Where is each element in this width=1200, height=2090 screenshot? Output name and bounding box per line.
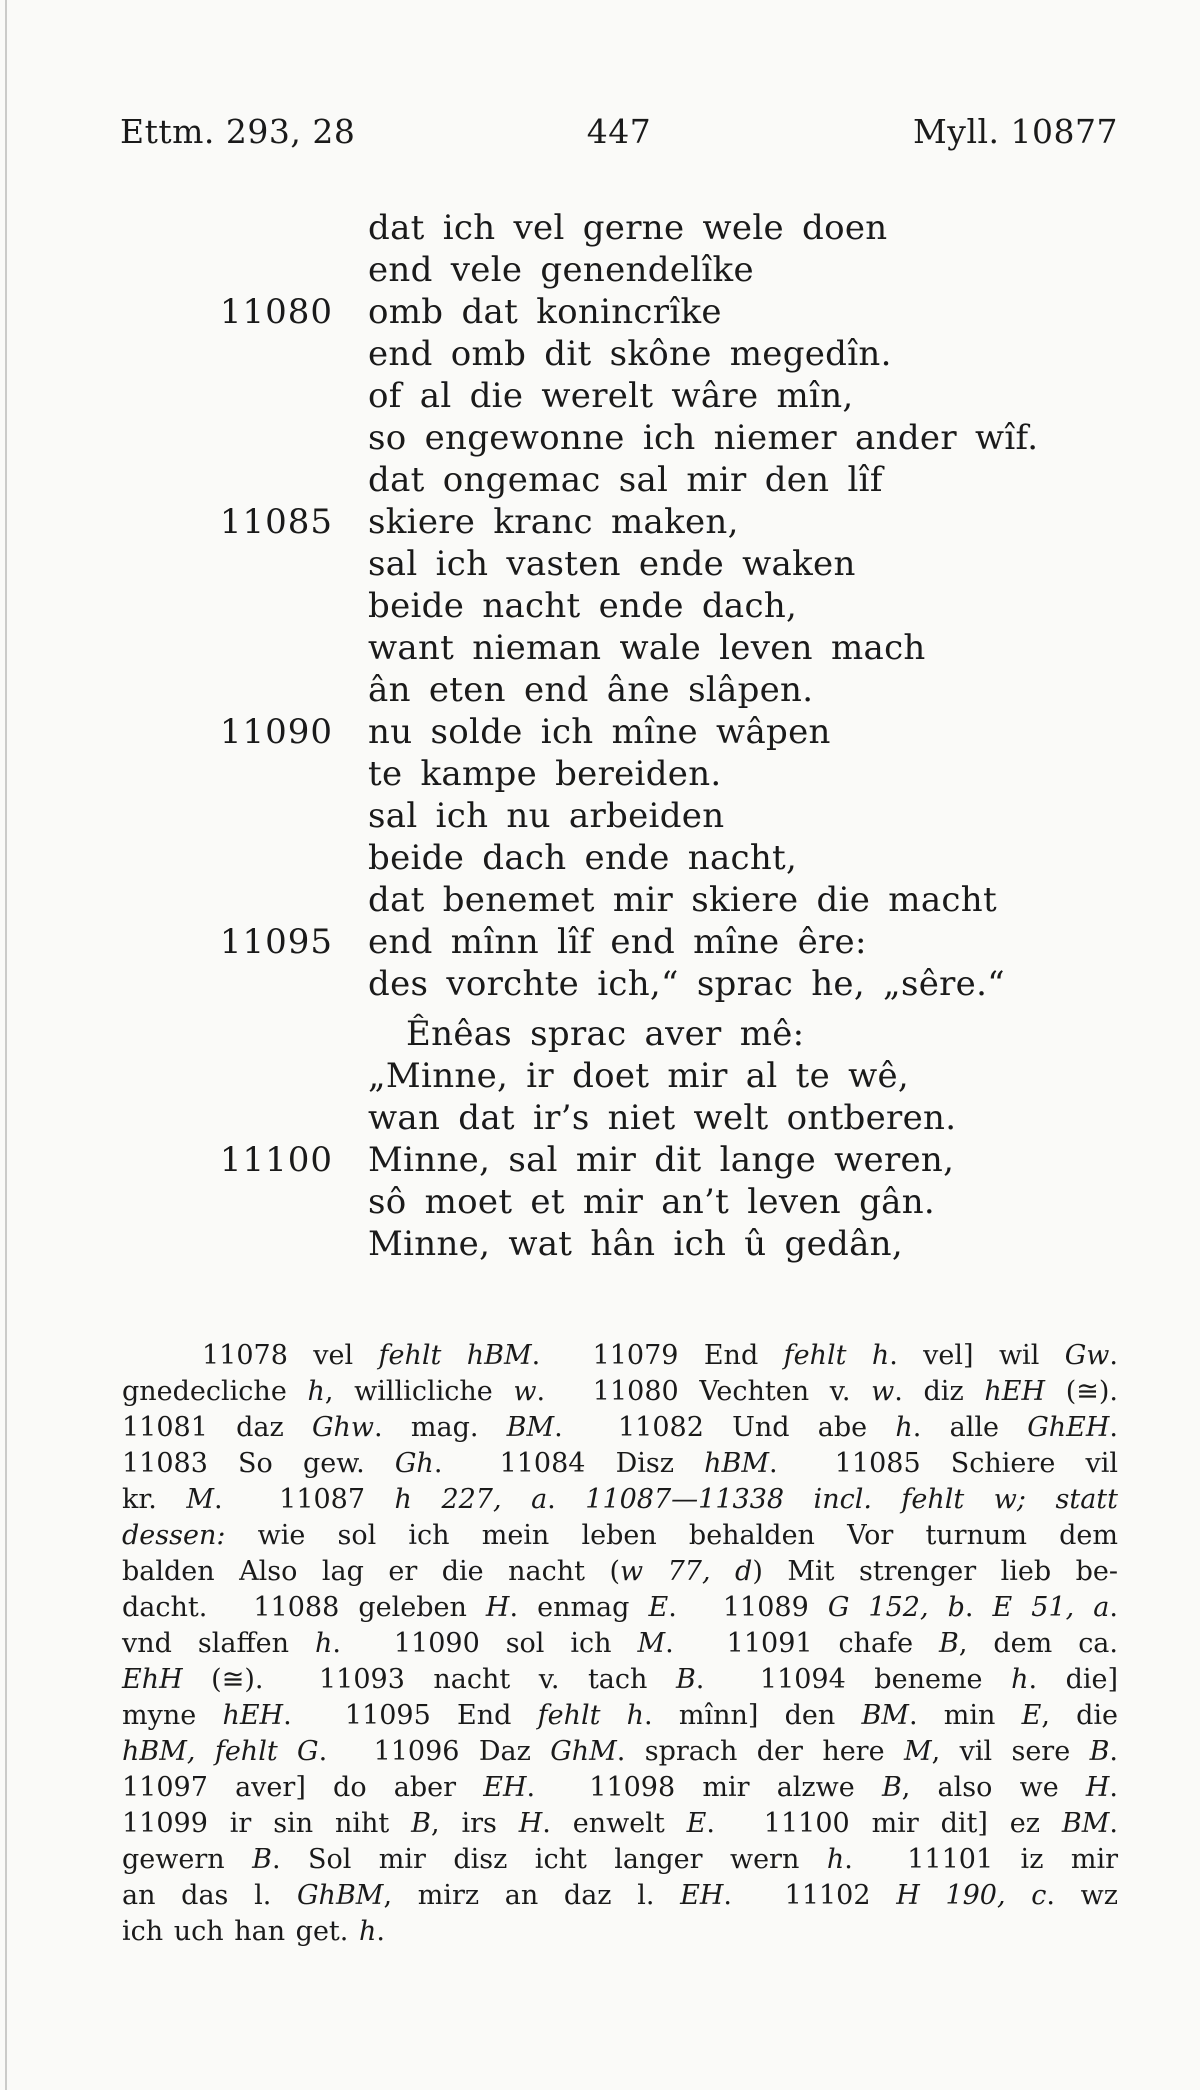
apparatus-text: . 11085 Schiere vil — [769, 1448, 1118, 1479]
apparatus-text: . — [1109, 1808, 1118, 1839]
apparatus-text: . 11100 mir dit] ez — [706, 1808, 1062, 1839]
apparatus-siglum: B — [675, 1664, 696, 1695]
apparatus-text: . min — [908, 1700, 1022, 1731]
apparatus-siglum: E — [1021, 1700, 1042, 1731]
apparatus-siglum: fehlt hBM — [378, 1340, 532, 1371]
apparatus-text: . enwelt — [542, 1808, 687, 1839]
verse-line — [368, 963, 1068, 1005]
apparatus-line — [122, 1554, 1118, 1590]
apparatus-text: . vel] wil — [889, 1340, 1065, 1371]
verse-line — [219, 1139, 1068, 1181]
verse-line-text: dat benemet mir skiere die macht — [368, 880, 997, 920]
apparatus-siglum: w 77, d — [620, 1556, 753, 1587]
verse-line — [368, 795, 1068, 837]
verse-line — [368, 1181, 1068, 1223]
verse-line — [368, 1097, 1068, 1139]
apparatus-text: . — [547, 1484, 586, 1515]
verse-line-text: beide dach ende nacht, — [368, 838, 798, 878]
apparatus-line — [122, 1878, 1118, 1914]
apparatus-siglum: hBM — [704, 1448, 770, 1479]
apparatus-text: . 11098 mir alzwe — [526, 1772, 882, 1803]
apparatus-siglum: GhEH — [1027, 1412, 1110, 1443]
apparatus-siglum: Gh — [394, 1448, 434, 1479]
apparatus-text: , also we — [901, 1772, 1086, 1803]
apparatus-line — [122, 1374, 1118, 1410]
apparatus-siglum: BM — [861, 1700, 909, 1731]
apparatus-text: . 11091 chafe — [665, 1628, 940, 1659]
apparatus-siglum: h — [1011, 1664, 1029, 1695]
apparatus-text: gnedecliche — [122, 1376, 308, 1407]
apparatus-siglum: B — [939, 1628, 959, 1659]
apparatus-siglum: GhM — [550, 1736, 617, 1767]
verse-line — [368, 207, 1068, 249]
verse-line — [368, 1055, 1068, 1097]
page-edge-line — [5, 0, 7, 2090]
apparatus-text: 11078 vel — [202, 1340, 379, 1371]
verse-line-number: 11080 — [219, 292, 333, 332]
header-right-reference: Myll. 10877 — [913, 112, 1119, 151]
apparatus-siglum: 11087—11338 incl. fehlt w; statt — [585, 1484, 1118, 1515]
apparatus-text: . — [1109, 1340, 1118, 1371]
apparatus-siglum: E — [648, 1592, 669, 1623]
apparatus-line — [122, 1410, 1118, 1446]
apparatus-text: . diz — [894, 1376, 985, 1407]
apparatus-text: . alle — [912, 1412, 1028, 1443]
apparatus-siglum: h — [314, 1628, 333, 1659]
apparatus-line — [122, 1482, 1118, 1518]
apparatus-text: , dem ca. — [958, 1628, 1118, 1659]
apparatus-text: vnd slaffen — [122, 1628, 315, 1659]
verse-line-text: Minne, sal mir dit lange weren, — [368, 1140, 955, 1180]
apparatus-siglum: B — [252, 1844, 272, 1875]
apparatus-text: . 11079 End — [531, 1340, 784, 1371]
apparatus-siglum: G 152, b — [827, 1592, 965, 1623]
verse-line — [368, 1013, 1068, 1055]
apparatus-text: (≅). 11093 nacht v. tach — [182, 1664, 676, 1695]
apparatus-text: an das l. — [122, 1880, 297, 1911]
verse-line — [368, 249, 1068, 291]
apparatus-line — [122, 1590, 1118, 1626]
apparatus-text: dacht. 11088 geleben — [122, 1592, 486, 1623]
apparatus-text: . 11080 Vechten v. — [536, 1376, 872, 1407]
verse-line — [219, 921, 1068, 963]
apparatus-text: wie sol ich mein leben behalden Vor turnum dem — [225, 1520, 1118, 1551]
apparatus-text: . wz — [1046, 1880, 1118, 1911]
apparatus-siglum: BM — [506, 1412, 555, 1443]
apparatus-line — [122, 1338, 1118, 1374]
apparatus-text: ) Mit strenger lieb be- — [752, 1556, 1119, 1587]
verse-line-text: beide nacht ende dach, — [368, 586, 798, 626]
apparatus-text: . enmag — [509, 1592, 649, 1623]
verse-line — [368, 669, 1068, 711]
verse-line-text: nu solde ich mîne wâpen — [368, 712, 831, 752]
apparatus-line — [122, 1626, 1118, 1662]
apparatus-text: . 11087 — [214, 1484, 395, 1515]
apparatus-siglum: h — [826, 1844, 845, 1875]
apparatus-text: . — [1109, 1736, 1118, 1767]
verse-line — [219, 711, 1068, 753]
verse-line-text: end omb dit skône megedîn. — [368, 334, 892, 374]
apparatus-siglum: w — [513, 1376, 537, 1407]
verse-line-text: sô moet et mir an’t leven gân. — [368, 1182, 936, 1222]
apparatus-siglum: E 51, a — [992, 1592, 1110, 1623]
apparatus-siglum: B — [881, 1772, 902, 1803]
apparatus-text: 11083 So gew. — [122, 1448, 395, 1479]
apparatus-text: . — [1109, 1592, 1118, 1623]
apparatus-text: . Sol mir disz icht langer wern — [271, 1844, 827, 1875]
verse-line — [368, 459, 1068, 501]
apparatus-siglum: hEH — [984, 1376, 1046, 1407]
apparatus-siglum: B — [1089, 1736, 1110, 1767]
verse-line-number: 11085 — [219, 502, 333, 542]
apparatus-siglum: BM — [1061, 1808, 1110, 1839]
apparatus-text: . 11101 iz mir — [844, 1844, 1118, 1875]
apparatus-text: . 11095 End — [283, 1700, 538, 1731]
verse-line-number: 11100 — [219, 1140, 333, 1180]
apparatus-text: , die — [1041, 1700, 1119, 1731]
apparatus-line — [122, 1770, 1118, 1806]
apparatus-text: . — [1109, 1412, 1118, 1443]
apparatus-text: . 11102 — [723, 1880, 897, 1911]
verse-line-text: end vele genendelîke — [368, 250, 754, 290]
apparatus-line — [122, 1914, 1118, 1950]
verse-line-number: 11095 — [219, 922, 333, 962]
apparatus-text: balden Also lag er die nacht ( — [122, 1556, 621, 1587]
verse-line-number: 11090 — [219, 712, 333, 752]
apparatus-line — [122, 1446, 1118, 1482]
apparatus-text: ich uch han get. — [122, 1916, 359, 1947]
apparatus-text: . die] — [1028, 1664, 1118, 1695]
verse-line — [368, 1223, 1068, 1265]
verse-block — [219, 207, 1068, 1265]
apparatus-text: . 11089 — [668, 1592, 828, 1623]
apparatus-text: 11081 daz — [122, 1412, 312, 1443]
apparatus-siglum: H — [485, 1592, 510, 1623]
apparatus-siglum: EH — [680, 1880, 724, 1911]
apparatus-siglum: H 190, c — [896, 1880, 1047, 1911]
verse-line-text: want nieman wale leven mach — [368, 628, 926, 668]
verse-line-text: des vorchte ich,“ sprac he, „sêre.“ — [368, 964, 1005, 1004]
apparatus-text: . 11094 beneme — [695, 1664, 1012, 1695]
verse-line — [368, 417, 1068, 459]
apparatus-siglum: M — [903, 1736, 932, 1767]
apparatus-siglum: GhBM — [296, 1880, 384, 1911]
apparatus-line — [122, 1842, 1118, 1878]
apparatus-text: (≅). — [1045, 1376, 1118, 1407]
apparatus-line — [122, 1518, 1118, 1554]
apparatus-text: . 11096 Daz — [318, 1736, 551, 1767]
apparatus-text: kr. — [122, 1484, 187, 1515]
verse-line — [368, 585, 1068, 627]
verse-line-text: ân eten end âne slâpen. — [368, 670, 814, 710]
apparatus-text: , irs — [430, 1808, 519, 1839]
apparatus-siglum: fehlt h — [537, 1700, 645, 1731]
apparatus-siglum: h 227, a — [394, 1484, 548, 1515]
apparatus-line — [122, 1734, 1118, 1770]
verse-line-text: of al die werelt wâre mîn, — [368, 376, 854, 416]
verse-line-text: Ênêas sprac aver mê: — [406, 1014, 805, 1054]
verse-line — [368, 543, 1068, 585]
apparatus-siglum: h — [307, 1376, 325, 1407]
verse-line-text: sal ich vasten ende waken — [368, 544, 856, 584]
apparatus-siglum: E — [686, 1808, 707, 1839]
verse-line — [219, 291, 1068, 333]
verse-line-text: Minne, wat hân ich û gedân, — [368, 1224, 903, 1264]
apparatus-text: , vil sere — [931, 1736, 1090, 1767]
apparatus-siglum: hEH — [222, 1700, 284, 1731]
apparatus-siglum: EhH — [122, 1664, 183, 1695]
verse-line — [368, 333, 1068, 375]
verse-line-text: wan dat ir’s niet welt ontberen. — [368, 1098, 957, 1138]
apparatus-text: . mag. — [374, 1412, 507, 1443]
apparatus-siglum: B — [411, 1808, 431, 1839]
verse-line — [219, 501, 1068, 543]
apparatus-siglum: H — [1085, 1772, 1110, 1803]
header-left-reference: Ettm. 293, 28 — [120, 112, 356, 151]
verse-line-text: skiere kranc maken, — [368, 502, 739, 542]
verse-line-text: omb dat konincrîke — [368, 292, 722, 332]
verse-line — [368, 627, 1068, 669]
apparatus-siglum: M — [637, 1628, 666, 1659]
apparatus-siglum: H — [518, 1808, 543, 1839]
apparatus-siglum: w — [871, 1376, 895, 1407]
apparatus-text: . — [1109, 1772, 1119, 1803]
apparatus-text: . 11090 sol ich — [332, 1628, 638, 1659]
verse-line-text: end mînn lîf end mîne êre: — [368, 922, 867, 962]
apparatus-siglum: h — [895, 1412, 913, 1443]
apparatus-text: . sprach der here — [616, 1736, 904, 1767]
apparatus-siglum: fehlt h — [783, 1340, 890, 1371]
apparatus-siglum: dessen: — [122, 1520, 226, 1551]
apparatus-text: . — [376, 1916, 385, 1947]
verse-line-text: sal ich nu arbeiden — [368, 796, 725, 836]
apparatus-siglum: hBM, fehlt G — [122, 1736, 319, 1767]
page-header — [120, 112, 1118, 151]
apparatus-line — [122, 1698, 1118, 1734]
verse-line — [368, 753, 1068, 795]
verse-line — [368, 879, 1068, 921]
verse-line-text: dat ich vel gerne wele doen — [368, 208, 888, 248]
apparatus-siglum: M — [186, 1484, 215, 1515]
apparatus-line — [122, 1806, 1118, 1842]
apparatus-text: 11099 ir sin niht — [122, 1808, 412, 1839]
apparatus-text: , willicliche — [324, 1376, 514, 1407]
apparatus-siglum: Ghw — [311, 1412, 375, 1443]
verse-line — [368, 375, 1068, 417]
apparatus-text: . 11082 Und abe — [554, 1412, 896, 1443]
apparatus-line — [122, 1662, 1118, 1698]
verse-line-text: so engewonne ich niemer ander wîf. — [368, 418, 1039, 458]
apparatus-text: myne — [122, 1700, 223, 1731]
verse-line-text: te kampe bereiden. — [368, 754, 722, 794]
apparatus-text: . — [964, 1592, 993, 1623]
apparatus-block — [122, 1338, 1118, 1950]
verse-line-text: „Minne, ir doet mir al te wê, — [368, 1056, 910, 1096]
apparatus-text: 11097 aver] do aber — [122, 1772, 484, 1803]
apparatus-text: . mînn] den — [644, 1700, 862, 1731]
verse-line — [368, 837, 1068, 879]
apparatus-siglum: h — [358, 1916, 377, 1947]
header-page-number: 447 — [586, 112, 652, 151]
apparatus-text: . 11084 Disz — [433, 1448, 705, 1479]
apparatus-text: , mirz an daz l. — [383, 1880, 681, 1911]
apparatus-siglum: Gw — [1064, 1340, 1110, 1371]
verse-line-text: dat ongemac sal mir den lîf — [368, 460, 883, 500]
apparatus-siglum: EH — [483, 1772, 527, 1803]
apparatus-text: gewern — [122, 1844, 253, 1875]
